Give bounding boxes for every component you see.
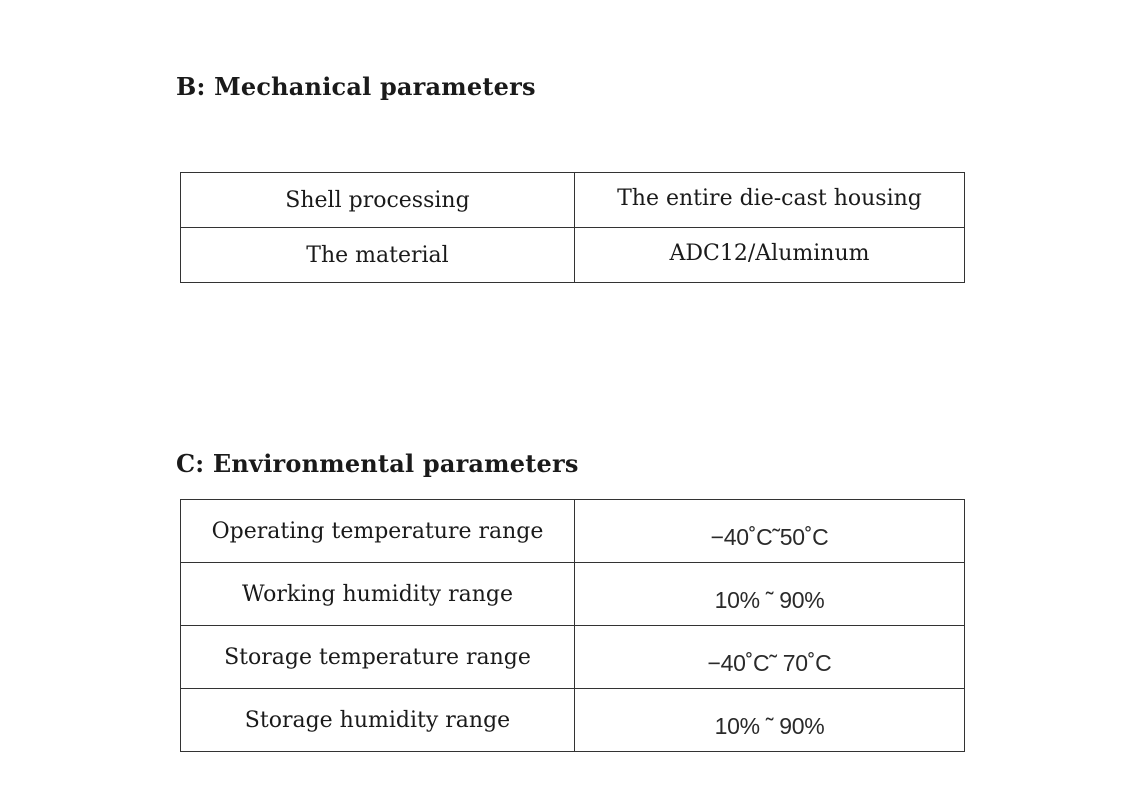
shell-processing-value: The entire die-cast housing — [575, 173, 965, 228]
storage-humidity-value: 10% ˜ 90% — [575, 689, 965, 752]
table-row — [181, 563, 965, 626]
table-row — [181, 228, 965, 283]
environmental-parameters-table — [180, 499, 965, 752]
material-value: ADC12/Aluminum — [575, 228, 965, 283]
table-row — [181, 689, 965, 752]
working-humidity-label: Working humidity range — [181, 563, 575, 626]
table-row — [181, 173, 965, 228]
storage-temperature-value: −40˚C˜ 70˚C — [575, 626, 965, 689]
operating-temperature-value: −40˚C˜50˚C — [575, 500, 965, 563]
operating-temperature-label: Operating temperature range — [181, 500, 575, 563]
material-label: The material — [181, 228, 575, 283]
mechanical-parameters-table — [180, 172, 965, 283]
mechanical-parameters-title: B: Mechanical parameters — [176, 72, 536, 101]
environmental-parameters-title: C: Environmental parameters — [176, 449, 579, 478]
table-row — [181, 626, 965, 689]
storage-humidity-label: Storage humidity range — [181, 689, 575, 752]
table-row — [181, 500, 965, 563]
storage-temperature-label: Storage temperature range — [181, 626, 575, 689]
shell-processing-label: Shell processing — [181, 173, 575, 228]
working-humidity-value: 10% ˜ 90% — [575, 563, 965, 626]
